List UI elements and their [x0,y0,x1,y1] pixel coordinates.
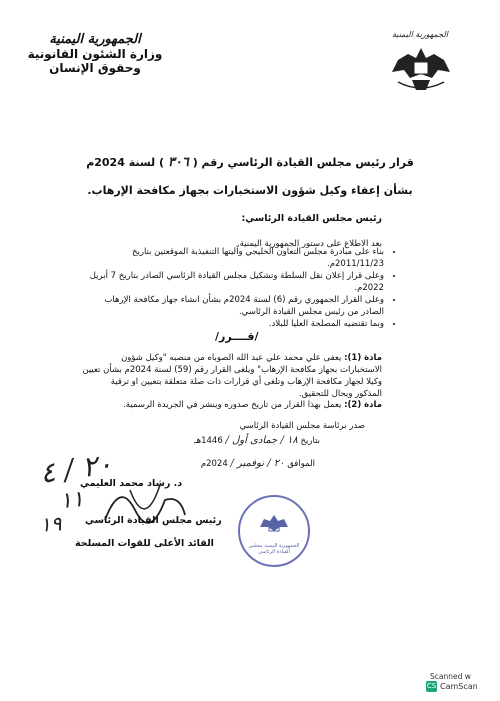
title-text: قرار رئيس مجلس القيادة الرئاسي رقم ( [192,156,414,169]
republic-name: الجمهورية اليمنية [49,32,141,47]
camscanner-text: CamScan [440,682,478,691]
date-hijri [194,435,320,447]
article-1-text: يعفى علي محمد علي عبد الله الصوباه من منصبه "وكيل شؤون الاستخبارات بجهاز مكافحة الإرهاب" ويلغى القرار رقم (59) لسنة 2024م بشأن تعيين وكيلا لجهاز مكافحة الإرهاب وتلغى أي قرارات ذات صلة متعلقة بتعيين او ترقية المذكور ويحال للتحقيق. [82,353,382,399]
decides-heading: /قــــرر/ [215,330,259,343]
handwritten-note: ٢٠ / ٤ [38,447,115,490]
scanner-watermark [418,672,500,701]
preamble-list [84,246,396,330]
official-stamp [238,495,310,567]
preamble-intro: بعد الاطلاع على دستور الجمهورية اليمنية. [236,239,382,249]
date-greg-hand: ٢٠ / نوفمبر / [230,458,285,469]
signer-title-2: القائد الأعلى للقوات المسلحة [75,538,214,549]
ministry-name: وزارة الشئون القانونية [27,47,163,61]
article-1-label: مادة (1): [344,353,382,363]
preamble-item: • وبما تقتضيه المصلحة العليا للبلاد. [84,318,384,330]
date-hijri-prefix: بتاريخ [300,436,320,446]
decree-subject: بشأن إعفاء وكيل شؤون الاستخبارات بجهاز مكافحة الإرهاب. [87,184,413,197]
stamp-text: الجمهورية اليمنية مجلس القيادة الرئاسي [248,543,300,555]
signer-title-1: رئيس مجلس القيادة الرئاسي [85,515,222,526]
article-2 [82,399,382,411]
date-hijri-suffix: 1446هـ [194,436,223,446]
date-greg-suffix: 2024م [200,459,228,469]
issued-at: صدر برئاسة مجلس القيادة الرئاسي [239,421,365,431]
preamble-item: • بناء على مبادرة مجلس التعاون الخليجي وآليتها التنفيذية الموقعتين بتاريخ 2011/11/23م. [84,246,384,270]
article-1 [82,352,382,400]
decree-title [80,155,420,170]
article-2-label: مادة (2): [344,400,382,410]
title-year: ) لسنة 2024م [86,156,165,169]
left-header [370,30,470,110]
date-gregorian [201,458,315,470]
preamble-item: • وعلى القرار الجمهوري رقم (6) لسنة 2024م بشأن انشاء جهاز مكافحة الإرهاب الصادر من رئيس مجلس القيادة الرئاسي. [84,294,384,318]
handwritten-note: ١٩ [39,511,63,537]
signer-name: د. رشاد محمد العليمي [80,478,183,489]
eagle-emblem-icon [390,44,452,96]
decree-number: ٣٠٦ [167,155,189,170]
ministry-subname: وحقوق الإنسان [49,61,141,75]
preamble-item: • وعلى قرار إعلان نقل السلطة وتشكيل مجلس القيادة الرئاسي الصادر بتاريخ 7 أبريل 2022م. [84,270,384,294]
handwritten-note: ١١ [58,486,85,515]
decides-text: قــــرر [219,330,255,343]
calligraphy-header: الجمهورية اليمنية [391,30,448,39]
issuer: رئيس مجلس القيادة الرئاسي: [241,213,382,224]
stamp-eagle-icon [258,513,290,543]
ministry-header [20,32,170,75]
camscanner-logo-icon: CS [426,682,437,690]
date-greg-prefix: الموافق [287,459,315,469]
date-hijri-hand: ١٨ / جمادى أول / [225,435,298,446]
scanned-with-text: Scanned w [430,672,471,681]
article-2-text: يعمل بهذا القرار من تاريخ صدوره وينشر في الجريدة الرسمية. [123,400,342,410]
